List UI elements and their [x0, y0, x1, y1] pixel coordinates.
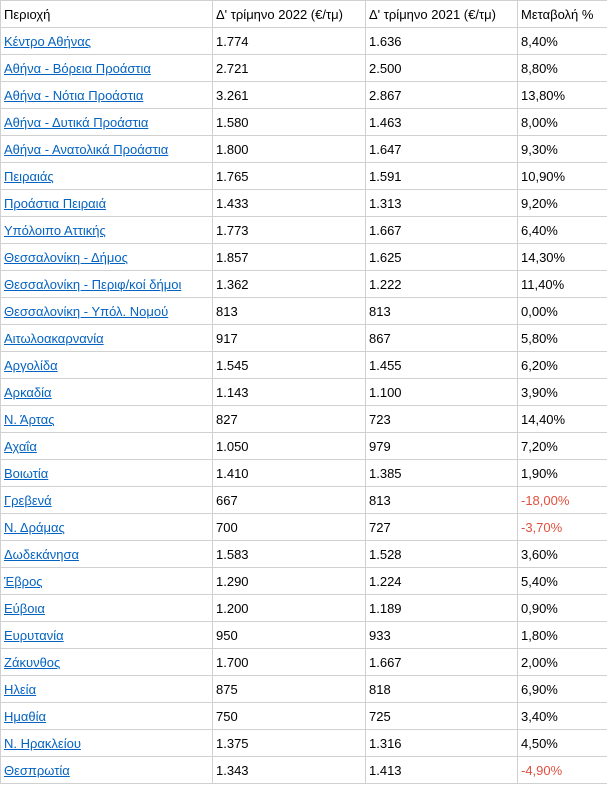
region-cell: [1, 541, 213, 568]
table-row: [1, 595, 607, 622]
price-2022-cell: 1.857: [213, 244, 366, 271]
price-2021-cell: 1.455: [366, 352, 518, 379]
region-link[interactable]: Αιτωλοακαρνανία: [4, 330, 104, 346]
change-cell: -4,90%: [518, 757, 607, 784]
change-cell: 4,50%: [518, 730, 607, 757]
price-2021-cell: 933: [366, 622, 518, 649]
header-row: [1, 1, 607, 28]
price-2022-cell: 1.143: [213, 379, 366, 406]
price-2022-cell: 1.410: [213, 460, 366, 487]
region-link[interactable]: Ημαθία: [4, 708, 47, 724]
header-q2022: Δ' τρίμηνο 2022 (€/τμ): [213, 1, 366, 28]
region-cell: [1, 109, 213, 136]
table-row: [1, 406, 607, 433]
price-2022-cell: 875: [213, 676, 366, 703]
region-cell: [1, 433, 213, 460]
region-link[interactable]: Αθήνα - Δυτικά Προάστια: [4, 114, 149, 130]
region-cell: [1, 676, 213, 703]
price-2022-cell: 2.721: [213, 55, 366, 82]
region-cell: [1, 622, 213, 649]
region-link[interactable]: Αθήνα - Ανατολικά Προάστια: [4, 141, 169, 157]
change-cell: 13,80%: [518, 82, 607, 109]
price-2021-cell: 1.316: [366, 730, 518, 757]
table-row: [1, 730, 607, 757]
table-row: [1, 433, 607, 460]
price-2022-cell: 1.800: [213, 136, 366, 163]
region-cell: [1, 514, 213, 541]
region-link[interactable]: Ν. Ηρακλείου: [4, 735, 81, 751]
price-2021-cell: 1.189: [366, 595, 518, 622]
change-cell: 9,20%: [518, 190, 607, 217]
region-link[interactable]: Ν. Άρτας: [4, 411, 55, 427]
table-row: [1, 109, 607, 136]
table-row: [1, 352, 607, 379]
table-row: [1, 487, 607, 514]
price-2022-cell: 1.765: [213, 163, 366, 190]
change-cell: 7,20%: [518, 433, 607, 460]
price-2021-cell: 1.413: [366, 757, 518, 784]
price-2021-cell: 1.528: [366, 541, 518, 568]
price-2022-cell: 1.375: [213, 730, 366, 757]
region-cell: [1, 757, 213, 784]
region-link[interactable]: Βοιωτία: [4, 465, 49, 481]
price-2021-cell: 1.385: [366, 460, 518, 487]
change-cell: 10,90%: [518, 163, 607, 190]
price-2022-cell: 1.545: [213, 352, 366, 379]
change-cell: 5,80%: [518, 325, 607, 352]
header-change: Μεταβολή %: [518, 1, 607, 28]
price-2022-cell: 1.700: [213, 649, 366, 676]
region-cell: [1, 730, 213, 757]
price-2022-cell: 1.580: [213, 109, 366, 136]
region-link[interactable]: Θεσπρωτία: [4, 762, 70, 778]
price-2022-cell: 917: [213, 325, 366, 352]
change-cell: 14,30%: [518, 244, 607, 271]
table-row: [1, 190, 607, 217]
change-cell: 0,00%: [518, 298, 607, 325]
price-2021-cell: 818: [366, 676, 518, 703]
price-2022-cell: 813: [213, 298, 366, 325]
price-2021-cell: 1.463: [366, 109, 518, 136]
price-2021-cell: 1.313: [366, 190, 518, 217]
table-row: [1, 622, 607, 649]
table-row: [1, 703, 607, 730]
price-2021-cell: 1.667: [366, 217, 518, 244]
price-2021-cell: 1.647: [366, 136, 518, 163]
table-row: [1, 298, 607, 325]
price-2021-cell: 1.222: [366, 271, 518, 298]
price-2021-cell: 725: [366, 703, 518, 730]
region-cell: [1, 703, 213, 730]
change-cell: 9,30%: [518, 136, 607, 163]
region-cell: [1, 136, 213, 163]
region-link[interactable]: Προάστια Πειραιά: [4, 195, 107, 211]
price-2021-cell: 813: [366, 298, 518, 325]
region-link[interactable]: Αθήνα - Βόρεια Προάστια: [4, 60, 151, 76]
region-cell: [1, 406, 213, 433]
region-cell: [1, 82, 213, 109]
table-row: [1, 541, 607, 568]
price-2021-cell: 2.867: [366, 82, 518, 109]
region-link[interactable]: Αργολίδα: [4, 357, 58, 373]
region-cell: [1, 271, 213, 298]
header-q2021: Δ' τρίμηνο 2021 (€/τμ): [366, 1, 518, 28]
change-cell: 8,00%: [518, 109, 607, 136]
region-cell: [1, 190, 213, 217]
region-cell: [1, 298, 213, 325]
region-cell: [1, 163, 213, 190]
table-row: [1, 82, 607, 109]
table-row: [1, 379, 607, 406]
region-cell: [1, 649, 213, 676]
price-2022-cell: 667: [213, 487, 366, 514]
region-link[interactable]: Θεσσαλονίκη - Υπόλ. Νομού: [4, 303, 169, 319]
table-row: [1, 163, 607, 190]
price-2022-cell: 1.200: [213, 595, 366, 622]
change-cell: 6,20%: [518, 352, 607, 379]
region-cell: [1, 568, 213, 595]
change-cell: 6,90%: [518, 676, 607, 703]
change-cell: 1,80%: [518, 622, 607, 649]
region-cell: [1, 595, 213, 622]
price-2022-cell: 3.261: [213, 82, 366, 109]
region-link[interactable]: Έβρος: [4, 573, 43, 589]
change-cell: 3,60%: [518, 541, 607, 568]
table-row: [1, 244, 607, 271]
price-2022-cell: 700: [213, 514, 366, 541]
region-cell: [1, 460, 213, 487]
price-2022-cell: 950: [213, 622, 366, 649]
table-row: [1, 271, 607, 298]
change-cell: 0,90%: [518, 595, 607, 622]
change-cell: -18,00%: [518, 487, 607, 514]
region-link[interactable]: Ν. Δράμας: [4, 519, 65, 535]
price-2021-cell: 867: [366, 325, 518, 352]
table-row: [1, 460, 607, 487]
price-2021-cell: 813: [366, 487, 518, 514]
region-link[interactable]: Δωδεκάνησα: [4, 546, 79, 562]
price-2021-cell: 1.636: [366, 28, 518, 55]
region-link[interactable]: Πειραιάς: [4, 168, 54, 184]
region-link[interactable]: Αθήνα - Νότια Προάστια: [4, 87, 144, 103]
price-2022-cell: 1.774: [213, 28, 366, 55]
region-cell: [1, 487, 213, 514]
price-2022-cell: 1.050: [213, 433, 366, 460]
region-link[interactable]: Ηλεία: [4, 681, 37, 697]
price-2022-cell: 1.773: [213, 217, 366, 244]
change-cell: 3,90%: [518, 379, 607, 406]
table-row: [1, 514, 607, 541]
change-cell: 3,40%: [518, 703, 607, 730]
region-link[interactable]: Θεσσαλονίκη - Περιφ/κοί δήμοι: [4, 276, 182, 292]
region-cell: [1, 217, 213, 244]
price-2021-cell: 727: [366, 514, 518, 541]
table-row: [1, 28, 607, 55]
price-2022-cell: 1.583: [213, 541, 366, 568]
price-2021-cell: 1.591: [366, 163, 518, 190]
region-link[interactable]: Κέντρο Αθήνας: [4, 33, 92, 49]
change-cell: 2,00%: [518, 649, 607, 676]
region-link[interactable]: Εύβοια: [4, 600, 45, 616]
change-cell: 8,40%: [518, 28, 607, 55]
table-row: [1, 55, 607, 82]
price-2022-cell: 1.290: [213, 568, 366, 595]
region-cell: [1, 28, 213, 55]
header-region: Περιοχή: [1, 1, 213, 28]
region-cell: [1, 244, 213, 271]
price-2022-cell: 1.362: [213, 271, 366, 298]
region-cell: [1, 352, 213, 379]
region-link[interactable]: Ζάκυνθος: [4, 654, 61, 670]
region-link[interactable]: Ευρυτανία: [4, 627, 64, 643]
price-2022-cell: 1.343: [213, 757, 366, 784]
region-link[interactable]: Αρκαδία: [4, 384, 52, 400]
region-cell: [1, 379, 213, 406]
change-cell: 14,40%: [518, 406, 607, 433]
table-row: [1, 649, 607, 676]
price-2021-cell: 723: [366, 406, 518, 433]
price-2021-cell: 1.625: [366, 244, 518, 271]
price-2022-cell: 1.433: [213, 190, 366, 217]
change-cell: 5,40%: [518, 568, 607, 595]
table-row: [1, 136, 607, 163]
region-cell: [1, 325, 213, 352]
change-cell: 6,40%: [518, 217, 607, 244]
region-link[interactable]: Θεσσαλονίκη - Δήμος: [4, 249, 128, 265]
region-link[interactable]: Υπόλοιπο Αττικής: [4, 222, 106, 238]
price-2021-cell: 1.667: [366, 649, 518, 676]
price-2021-cell: 1.100: [366, 379, 518, 406]
price-2021-cell: 2.500: [366, 55, 518, 82]
price-2022-cell: 750: [213, 703, 366, 730]
price-2021-cell: 979: [366, 433, 518, 460]
table-row: [1, 217, 607, 244]
change-cell: 1,90%: [518, 460, 607, 487]
table-row: [1, 676, 607, 703]
region-link[interactable]: Αχαΐα: [4, 438, 37, 454]
table-body: [1, 28, 607, 784]
price-2021-cell: 1.224: [366, 568, 518, 595]
table-row: [1, 325, 607, 352]
change-cell: -3,70%: [518, 514, 607, 541]
region-link[interactable]: Γρεβενά: [4, 492, 52, 508]
table-row: [1, 568, 607, 595]
table-row: [1, 757, 607, 784]
change-cell: 11,40%: [518, 271, 607, 298]
region-cell: [1, 55, 213, 82]
change-cell: 8,80%: [518, 55, 607, 82]
price-2022-cell: 827: [213, 406, 366, 433]
